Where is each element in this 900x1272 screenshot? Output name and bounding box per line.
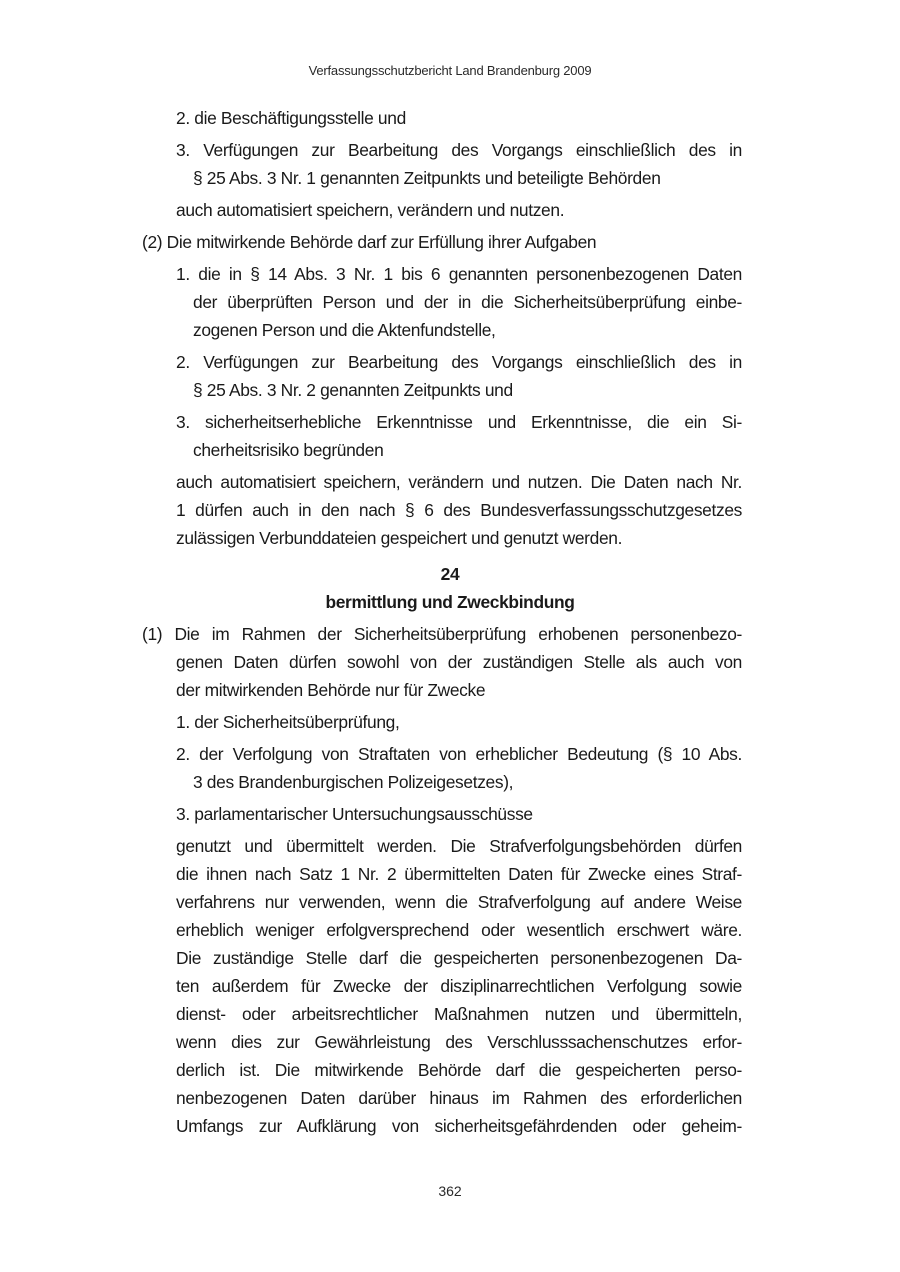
paragraph-tail: derlich ist. Die mitwirkende Behörde darf die gespeicherten perso- (176, 1060, 742, 1080)
list-item: 3. sicherheitserhebliche Erkenntnisse und Erkenntnisse, die ein Si- (176, 412, 742, 432)
paragraph-tail: dienst- oder arbeitsrechtlicher Maßnahmen nutzen und übermitteln, (176, 1004, 742, 1024)
section-number: 24 (440, 564, 460, 584)
list-item: 3. parlamentarischer Untersuchungsausschüsse (176, 804, 533, 824)
paragraph-tail: verfahrens nur verwenden, wenn die Strafverfolgung auf andere Weise (176, 892, 742, 912)
paragraph-tail: erheblich weniger erfolgversprechend oder wesentlich erschwert wäre. (176, 920, 742, 940)
paragraph-tail: nenbezogenen Daten darüber hinaus im Rahmen des erforderlichen (176, 1088, 742, 1108)
body-text (0, 104, 900, 1140)
list-item-continuation: § 25 Abs. 3 Nr. 1 genannten Zeitpunkts und beteiligte Behörden (193, 168, 661, 188)
paragraph-tail: genutzt und übermittelt werden. Die Strafverfolgungsbehörden dürfen (176, 836, 742, 856)
list-item: 1. die in § 14 Abs. 3 Nr. 1 bis 6 genannten personenbezogenen Daten (176, 264, 742, 284)
paragraph-intro-continuation: genen Daten dürfen sowohl von der zuständigen Stelle als auch von (176, 652, 742, 672)
paragraph-intro: (2) Die mitwirkende Behörde darf zur Erfüllung ihrer Aufgaben (142, 232, 597, 252)
paragraph-tail: 1 dürfen auch in den nach § 6 des Bundesverfassungsschutzgesetzes (176, 500, 742, 520)
paragraph-tail: wenn dies zur Gewährleistung des Verschlusssachenschutzes erfor- (176, 1032, 742, 1052)
list-item: 1. der Sicherheitsüberprüfung, (176, 712, 400, 732)
paragraph-tail: Umfangs zur Aufklärung von sicherheitsgefährdenden oder geheim- (176, 1116, 742, 1136)
paragraph-tail: die ihnen nach Satz 1 Nr. 2 übermittelten Daten für Zwecke eines Straf- (176, 864, 742, 884)
list-item: 2. der Verfolgung von Straftaten von erheblicher Bedeutung (§ 10 Abs. (176, 744, 742, 764)
list-item-continuation: 3 des Brandenburgischen Polizeigesetzes), (193, 772, 514, 792)
list-item-continuation: cherheitsrisiko begründen (193, 440, 384, 460)
running-header: Verfassungsschutzbericht Land Brandenburg 2009 (308, 63, 592, 78)
paragraph-tail: zulässigen Verbunddateien gespeichert und genutzt werden. (176, 528, 623, 548)
paragraph-intro: (1) Die im Rahmen der Sicherheitsüberprüfung erhobenen personenbezo- (142, 624, 742, 644)
list-item: 2. die Beschäftigungsstelle und (176, 108, 406, 128)
paragraph-tail: Die zuständige Stelle darf die gespeicherten personenbezogenen Da- (176, 948, 742, 968)
paragraph-tail: auch automatisiert speichern, verändern und nutzen. (176, 200, 565, 220)
list-item-continuation: der überprüften Person und der in die Sicherheitsüberprüfung einbe- (193, 292, 742, 312)
page-number: 362 (438, 1183, 462, 1199)
paragraph-tail: auch automatisiert speichern, verändern und nutzen. Die Daten nach Nr. (176, 472, 742, 492)
list-item-continuation: § 25 Abs. 3 Nr. 2 genannten Zeitpunkts und (193, 380, 513, 400)
paragraph-tail: ten außerdem für Zwecke der disziplinarrechtlichen Verfolgung sowie (176, 976, 742, 996)
list-item-continuation: zogenen Person und die Aktenfundstelle, (193, 320, 496, 340)
section-title: bermittlung und Zweckbindung (325, 592, 575, 612)
paragraph-intro-continuation: der mitwirkenden Behörde nur für Zwecke (176, 680, 486, 700)
list-item: 2. Verfügungen zur Bearbeitung des Vorgangs einschließlich des in (176, 352, 742, 372)
list-item: 3. Verfügungen zur Bearbeitung des Vorgangs einschließlich des in (176, 140, 742, 160)
